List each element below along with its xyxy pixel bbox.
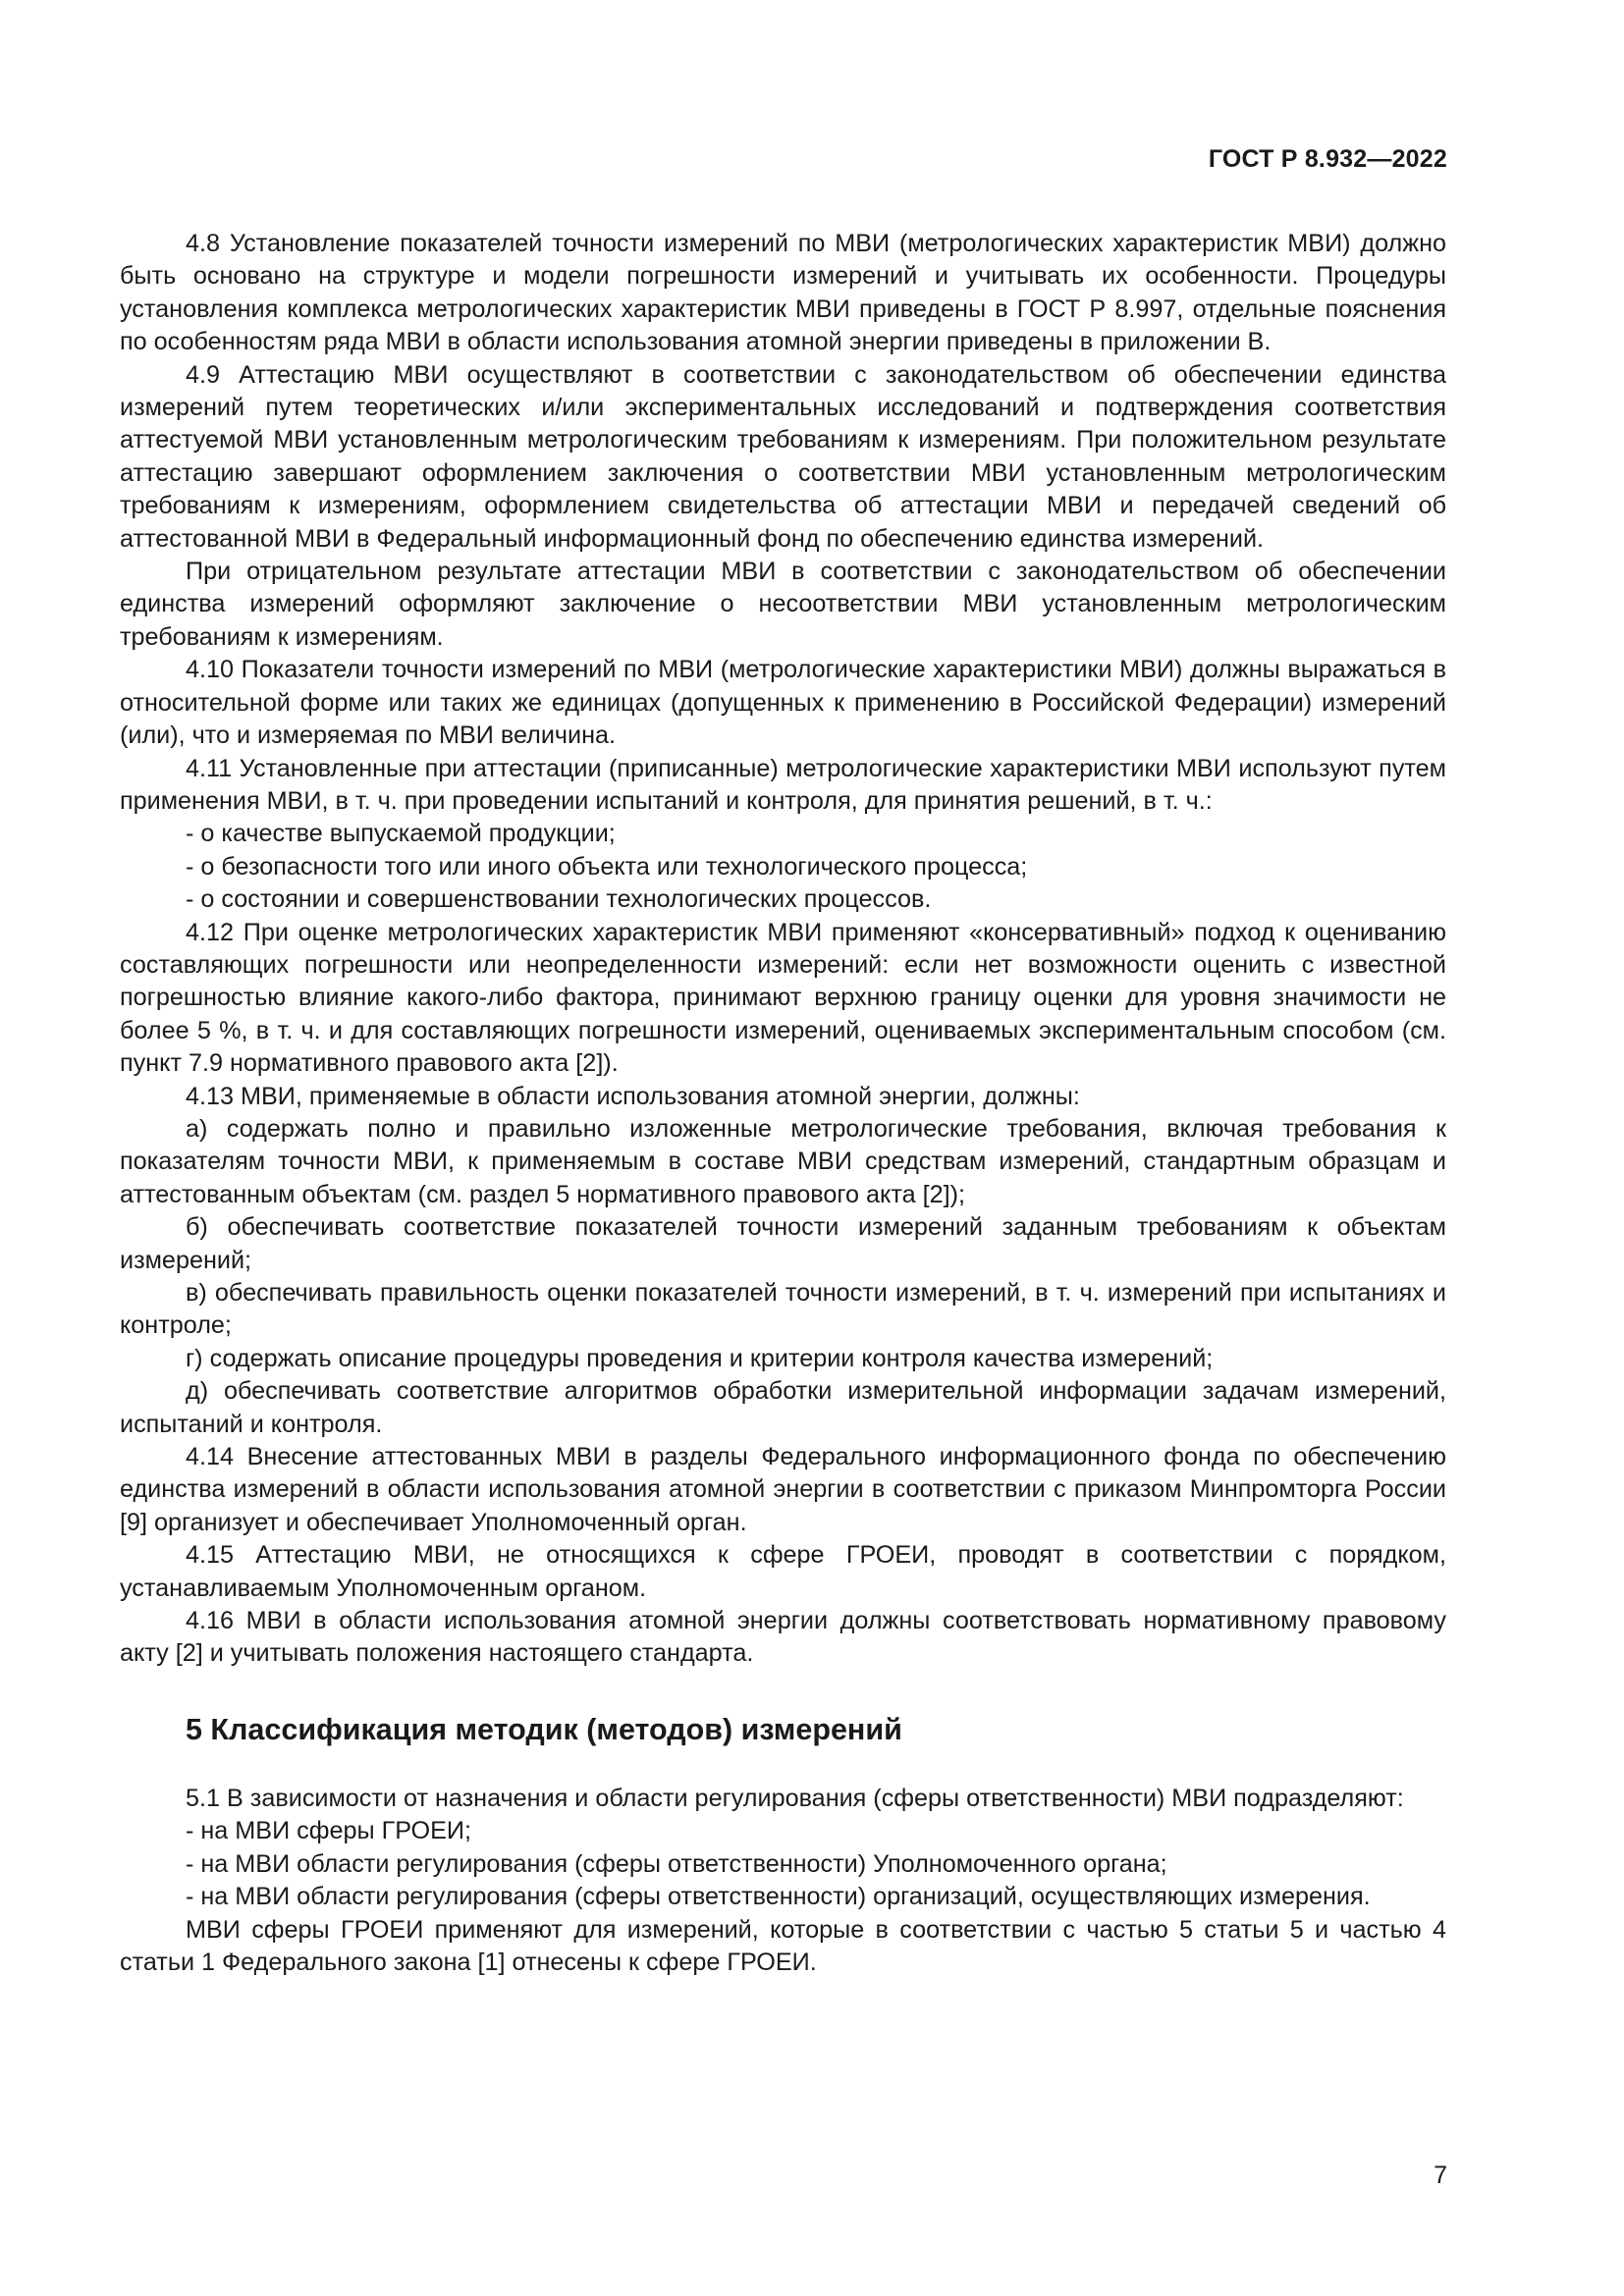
document-code: ГОСТ Р 8.932—2022	[1208, 145, 1447, 173]
list-item: - о качестве выпускаемой продукции;	[186, 820, 616, 848]
section-5-heading: 5 Классификация методик (методов) измерений	[186, 1712, 902, 1746]
list-item: - на МВИ области регулирования (сферы ответственности) организаций, осуществляющих измерения.	[186, 1883, 1371, 1911]
paragraph-4-14: 4.14 Внесение аттестованных МВИ в разделы Федерального информационного фонда по обеспечению единства измерений в области использования атомной энергии в соответствии с приказом Минпромторга России [9] организует и обеспечивает Уполномоченный орган.	[120, 1443, 1446, 1536]
list-item: д) обеспечивать соответствие алгоритмов обработки измерительной информации задачам измерений, испытаний и контроля.	[120, 1377, 1446, 1438]
list-item: - о состоянии и совершенствовании технологических процессов.	[186, 885, 932, 914]
list-item: г) содержать описание процедуры проведения и критерии контроля качества измерений;	[186, 1344, 1214, 1372]
paragraph-4-13: 4.13 МВИ, применяемые в области использования атомной энергии, должны:	[186, 1082, 1080, 1110]
paragraph-5-1: 5.1 В зависимости от назначения и области регулирования (сферы ответственности) МВИ подразделяют:	[186, 1784, 1404, 1812]
list-item: в) обеспечивать правильность оценки показателей точности измерений, в т. ч. измерений при испытаниях и контроле;	[120, 1279, 1446, 1340]
paragraph-4-9: 4.9 Аттестацию МВИ осуществляют в соответствии с законодательством об обеспечении единства измерений путем теоретических и/или экспериментальных исследований и подтверждения соответствия аттестуемой МВИ установленным метрологическим требованиям к измерениям. При положительном результате аттестацию завершают оформлением заключения о соответствии МВИ установленным метрологическим требованиям к измерениям, оформлением свидетельства об аттестации МВИ и передачей сведений об аттестованной МВИ в Федеральный информационный фонд по обеспечению единства измерений.	[120, 360, 1446, 553]
paragraph-4-16: 4.16 МВИ в области использования атомной энергии должны соответствовать нормативному правовому акту [2] и учитывать положения настоящего стандарта.	[120, 1607, 1446, 1668]
paragraph-groei: МВИ сферы ГРОЕИ применяют для измерений, которые в соответствии с частью 5 статьи 5 и частью 4 статьи 1 Федерального закона [1] отнесены к сфере ГРОЕИ.	[120, 1915, 1446, 1976]
list-item: б) обеспечивать соответствие показателей точности измерений заданным требованиям к объектам измерений;	[120, 1213, 1446, 1274]
paragraph-4-9-negative: При отрицательном результате аттестации МВИ в соответствии с законодательством об обеспечении единства измерений оформляют заключение о несоответствии МВИ установленным метрологическим требованиям к измерениям.	[120, 558, 1446, 651]
page-number: 7	[1434, 2162, 1447, 2189]
document-body	[120, 228, 1446, 1979]
paragraph-4-15: 4.15 Аттестацию МВИ, не относящихся к сфере ГРОЕИ, проводят в соответствии с порядком, устанавливаемым Уполномоченным органом.	[120, 1541, 1446, 1602]
list-item: - о безопасности того или иного объекта или технологического процесса;	[186, 852, 1028, 881]
list-item: - на МВИ области регулирования (сферы ответственности) Уполномоченного органа;	[186, 1849, 1167, 1878]
paragraph-4-8: 4.8 Установление показателей точности измерений по МВИ (метрологических характеристик МВИ) должно быть основано на структуре и модели погрешности измерений и учитывать их особенности. Процедуры установления комплекса метрологических характеристик МВИ приведены в ГОСТ Р 8.997, отдельные пояснения по особенностям ряда МВИ в области использования атомной энергии приведены в приложении В.	[120, 230, 1446, 356]
list-item: а) содержать полно и правильно изложенные метрологические требования, включая требования к показателям точности МВИ, к применяемым в составе МВИ средствам измерений, стандартным образцам и аттестованным объектам (см. раздел 5 нормативного правового акта [2]);	[120, 1114, 1446, 1208]
list-item: - на МВИ сферы ГРОЕИ;	[186, 1817, 471, 1845]
paragraph-4-10: 4.10 Показатели точности измерений по МВИ (метрологические характеристики МВИ) должны выражаться в относительной форме или таких же единицах (допущенных к применению в Российской Федерации) измерений (или), что и измеряемая по МВИ величина.	[120, 656, 1446, 750]
paragraph-4-12: 4.12 При оценке метрологических характеристик МВИ применяют «консервативный» подход к оцениванию составляющих погрешности или неопределенности измерений: если нет возможности оценить с известной погрешностью влияние какого-либо фактора, принимают верхнюю границу оценки для уровня значимости не более 5 %, в т. ч. и для составляющих погрешности измерений, оцениваемых экспериментальным способом (см. пункт 7.9 нормативного правового акта [2]).	[120, 918, 1446, 1078]
paragraph-4-11: 4.11 Установленные при аттестации (приписанные) метрологические характеристики МВИ используют путем применения МВИ, в т. ч. при проведении испытаний и контроля, для принятия решений, в т. ч.:	[120, 754, 1446, 815]
